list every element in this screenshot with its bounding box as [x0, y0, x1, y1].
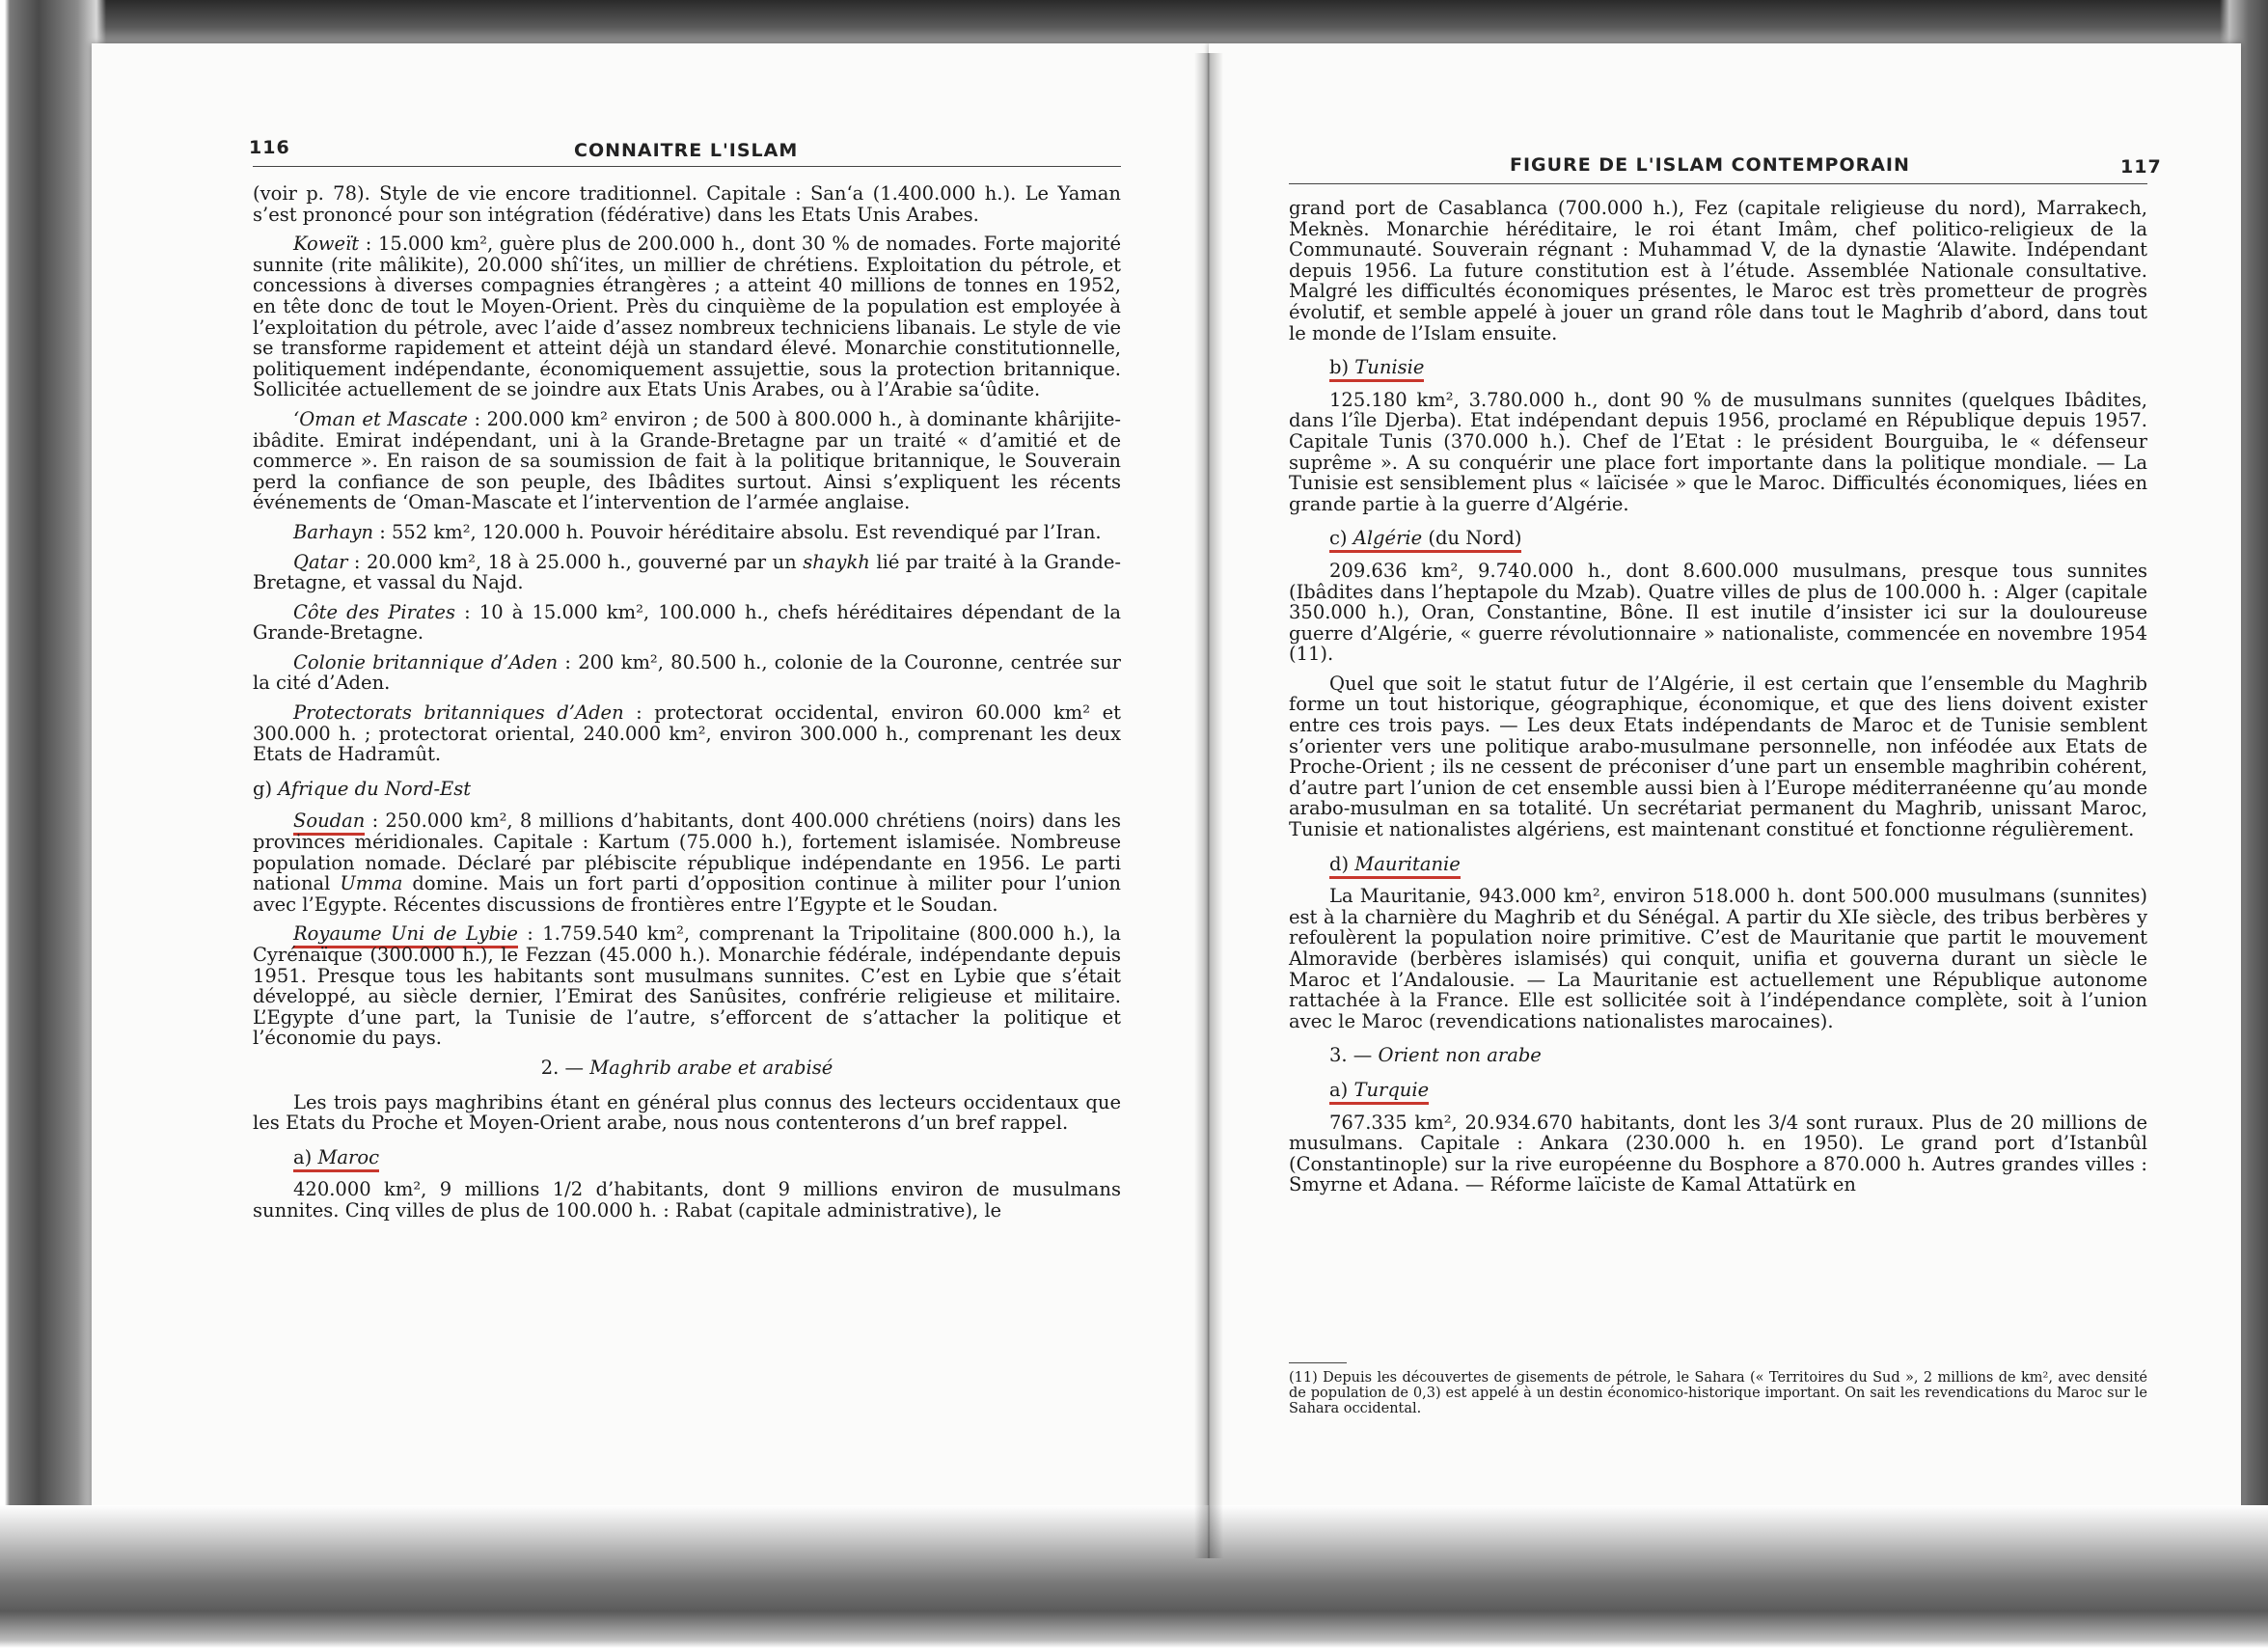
left-head-rule: [253, 166, 1121, 167]
section-label-tunisie: b) Tunisie: [1329, 357, 2147, 378]
right-body-text: [1289, 198, 2147, 1204]
section-label-algerie: c) Algérie (du Nord): [1329, 528, 2147, 549]
left-running-head: CONNAITRE L'ISLAM: [574, 140, 799, 161]
footnote: (11) Depuis les découvertes de gisements de pétrole, le Sahara (« Territoires du Sud », 2 millions de km², avec densité de population de 0,3) est appelé à un destin économico-historique important. On sait les revendications du Maroc sur le Sahara occidental.: [1289, 1370, 2147, 1416]
entry-name-underlined: Royaume Uni de Lybie: [293, 922, 518, 948]
book-gutter: [1194, 53, 1223, 1558]
paragraph-maroc-cont: grand port de Casablanca (700.000 h.), Fez (capitale religieuse du nord), Marrakech, Meknès. Monarchie héréditaire, le roi étant Imâm, chef politico-religieux de la Communauté. Souverain régnant : Muhammad V, de la dynastie ‘Alawite. Indépendant depuis 1956. La future constitution est à l’étude. Assemblée Nationale consultative. Malgré les difficultés économiques présentes, le Maroc est très prometteur de progrès évolutif, et semble appelé à jouer un grand rôle dans tout le Maghrib d’abord, dans tout le monde de l’Islam ensuite.: [1289, 197, 2147, 344]
section-label-turquie: a) Turquie: [1329, 1080, 2147, 1101]
paragraph-lybie: Royaume Uni de Lybie : 1.759.540 km², comprenant la Tripolitaine (800.000 h.), la Cyrénaïque (300.000 h.), le Fezzan (45.000 h.). Monarchie fédérale, indépendante depuis 1951. Presque tous les habitants sont musulmans sunnites. C’est en Lybie que s’était développé, au siècle dernier, l’Emirat des Sanûsites, confrérie religieuse et militaire. L’Egypte d’une part, la Tunisie de l’autre, s’efforcent de s’attacher la politique et l’économie du pays.: [253, 922, 1121, 1050]
paragraph-cote-pirates: Côte des Pirates : 10 à 15.000 km², 100.000 h., chefs héréditaires dépendant de la Grande-Bretagne.: [253, 600, 1121, 645]
paragraph-barhayn: Barhayn : 552 km², 120.000 h. Pouvoir héréditaire absolu. Est revendiqué par l’Iran.: [293, 520, 1102, 543]
paragraph-soudan: Soudan : 250.000 km², 8 millions d’habitants, dont 400.000 chrétiens (noirs) dans les provinces méridionales. Capitale : Kartum (75.000 h.), fortement islamisée. Nombreuse population nomade. Déclaré par plébiscite république indépendante en 1956. Le parti national Umma domine. Mais un fort parti d’opposition continue à militer pour l’union avec l’Egypte. Récentes discussions de frontières entre l’Egypte et le Soudan.: [253, 810, 1121, 916]
paragraph-colonie-aden: Colonie britannique d’Aden : 200 km², 80.500 h., colonie de la Couronne, centrée sur la cité d’Aden.: [253, 650, 1121, 695]
paragraph-turquie: 767.335 km², 20.934.670 habitants, dont les 3/4 sont ruraux. Plus de 20 millions de musulmans. Capitale : Ankara (230.000 h. en 1950). Le grand port d’Istanbûl (Constantinople) sur la rive européenne du Bosphore a 870.000 h. Autres grandes villes : Smyrne et Adana. — Réforme laïciste de Kamal Attatürk en: [1289, 1111, 2147, 1196]
paragraph-tunisie: 125.180 km², 3.780.000 h., dont 90 % de musulmans sunnites (quelques Ibâdites, dans l’île Djerba). Etat indépendant depuis 1956, proclamé en République depuis 1957. Capitale Tunis (370.000 h.). Chef de l’Etat : le président Bourguiba, le « défenseur suprême ». A su conquérir une place fort importante dans la politique mondiale. — La Tunisie est sensiblement plus « laïcisée » que le Maroc. Difficultés économiques, liées en grande partie à la guerre d’Algérie.: [1289, 388, 2147, 515]
left-body-text: [253, 183, 1121, 1230]
scan-shadow-bottom: [0, 1505, 2268, 1648]
section-label-mauritanie: d) Mauritanie: [1329, 854, 2147, 875]
footnote-rule: [1289, 1362, 1347, 1363]
paragraph-mauritanie: La Mauritanie, 943.000 km², environ 518.000 h. dont 500.000 musulmans (sunnites) est à la charnière du Maghrib et du Sénégal. A partir du XIe siècle, des tribus berbères y refoulèrent la population noire primitive. C’est de Mauritanie que partit le mouvement Almoravide (berbères islamisés) qui conquit, unifia et gouverna durant un siècle le Maroc et l’Andalousie. — La Mauritanie est actuellement une République autonome rattachée à la France. Elle est sollicitée soit à l’indépendance complète, soit à l’union avec le Maroc (revendications nationalistes marocaines).: [1289, 885, 2147, 1032]
entry-name: Protectorats britanniques d’Aden: [293, 701, 624, 725]
paragraph-maghrib-unity: Quel que soit le statut futur de l’Algérie, il est certain que l’ensemble du Maghrib forme un tout historique, géographique, économique, et que des liens doivent exister entre ces trois pays. — Les deux Etats indépendants de Maroc et de Tunisie semblent s’orienter vers une politique arabo-musulmane personnelle, non inféodée aux Etats de Proche-Orient ; ils ne cessent de préconiser d’une part un ensemble maghribin cohérent, d’autre part l’union de cet ensemble aussi bien à l’Europe méditerranéenne qu’au monde arabo-musulman en sa totalité. Un secrétariat permanent du Maghrib, unissant Maroc, Tunisie et nationalistes algériens, est maintenant constitué et fonctionne régulièrement.: [1289, 672, 2147, 841]
section-heading-maghrib: 2. — Maghrib arabe et arabisé: [540, 1056, 833, 1079]
entry-name: Barhayn: [293, 520, 374, 543]
section-heading-orient: 3. — Orient non arabe: [1329, 1044, 1542, 1067]
entry-name: Colonie britannique d’Aden: [293, 650, 559, 673]
right-page-number: 117: [2120, 156, 2162, 178]
paragraph-algerie: 209.636 km², 9.740.000 h., dont 8.600.000 musulmans, presque tous sunnites (Ibâdites dans l’heptapole du Mzab). Quatre villes de plus de 100.000 h. : Alger (capitale 350.000 h.), Oran, Constantine, Bône. Il est inutile d’insister ici sur la douloureuse guerre d’Algérie, « guerre révolutionnaire » nationaliste, commencée en novembre 1954 (11).: [1289, 559, 2147, 666]
paragraph-protectorats-aden: Protectorats britanniques d’Aden : protectorat occidental, environ 60.000 km² et 300.000 h. ; protectorat oriental, 240.000 km², environ 300.000 h., comprenant les deux Etats de Hadramût.: [253, 701, 1121, 766]
entry-name: Qatar: [293, 550, 348, 573]
paragraph-maroc: 420.000 km², 9 millions 1/2 d’habitants, dont 9 millions environ de musulmans sunnites. Cinq villes de plus de 100.000 h. : Rabat (capitale administrative), le: [253, 1178, 1121, 1222]
entry-name: Koweït: [293, 233, 360, 256]
section-label-afrique: g) Afrique du Nord-Est: [253, 777, 472, 800]
left-page-number: 116: [249, 137, 290, 158]
section-label-maroc: a) Maroc: [293, 1147, 1121, 1168]
paragraph-koweit: Koweït : 15.000 km², guère plus de 200.000 h., dont 30 % de nomades. Forte majorité sunnite (rite mâlikite), 20.000 shî‘ites, un millier de chrétiens. Exploitation du pétrole, et concessions à diverses compagnies étrangères ; a atteint 40 millions de tonnes en 1952, en tête donc de tout le Moyen-Orient. Près du cinquième de la population est employée à l’exploitation du pétrole, avec l’aide d’assez nombreux techniciens libanais. Le style de vie se transforme rapidement et atteint déjà un standard élevé. Monarchie constitutionnelle, politiquement indépendante, économiquement assujettie, sous la protection britannique. Sollicitée actuellement de se joindre aux Etats Unis Arabes, ou à l’Arabie sa‘ûdite.: [253, 233, 1121, 401]
scan-shadow-left: [0, 0, 106, 1648]
entry-name-underlined: Soudan: [293, 810, 365, 836]
right-running-head: FIGURE DE L'ISLAM CONTEMPORAIN: [1510, 154, 1910, 176]
entry-name: Côte des Pirates: [293, 600, 455, 623]
right-head-rule: [1289, 183, 2147, 184]
paragraph-maghrib-intro: Les trois pays maghribins étant en général plus connus des lecteurs occidentaux que les Etats du Proche et Moyen-Orient arabe, nous nous contenterons d’un bref rappel.: [253, 1090, 1121, 1135]
paragraph-oman: ‘Oman et Mascate : 200.000 km² environ ; de 500 à 800.000 h., à dominante khârijite-ibâdite. Emirat indépendant, uni à la Grande-Bretagne par un traité « d’amitié et de commerce ». En raison de sa soumission de fait à la politique britannique, le Souverain perd la confiance de son peuple, des Ibâdites surtout. Ainsi s’expliquent les récents événements de ‘Oman-Mascate et l’intervention de l’armée anglaise.: [253, 407, 1122, 514]
paragraph-qatar: Qatar : 20.000 km², 18 à 25.000 h., gouverné par un shaykh lié par traité à la Grande-Bretagne, et vassal du Najd.: [253, 550, 1121, 594]
paragraph-yaman: (voir p. 78). Style de vie encore traditionnel. Capitale : San‘a (1.400.000 h.). Le Yaman s’est prononcé pour son intégration (fédérative) dans les Etats Unis Arabes.: [253, 182, 1121, 226]
entry-name: ‘Oman et Mascate: [293, 407, 468, 430]
